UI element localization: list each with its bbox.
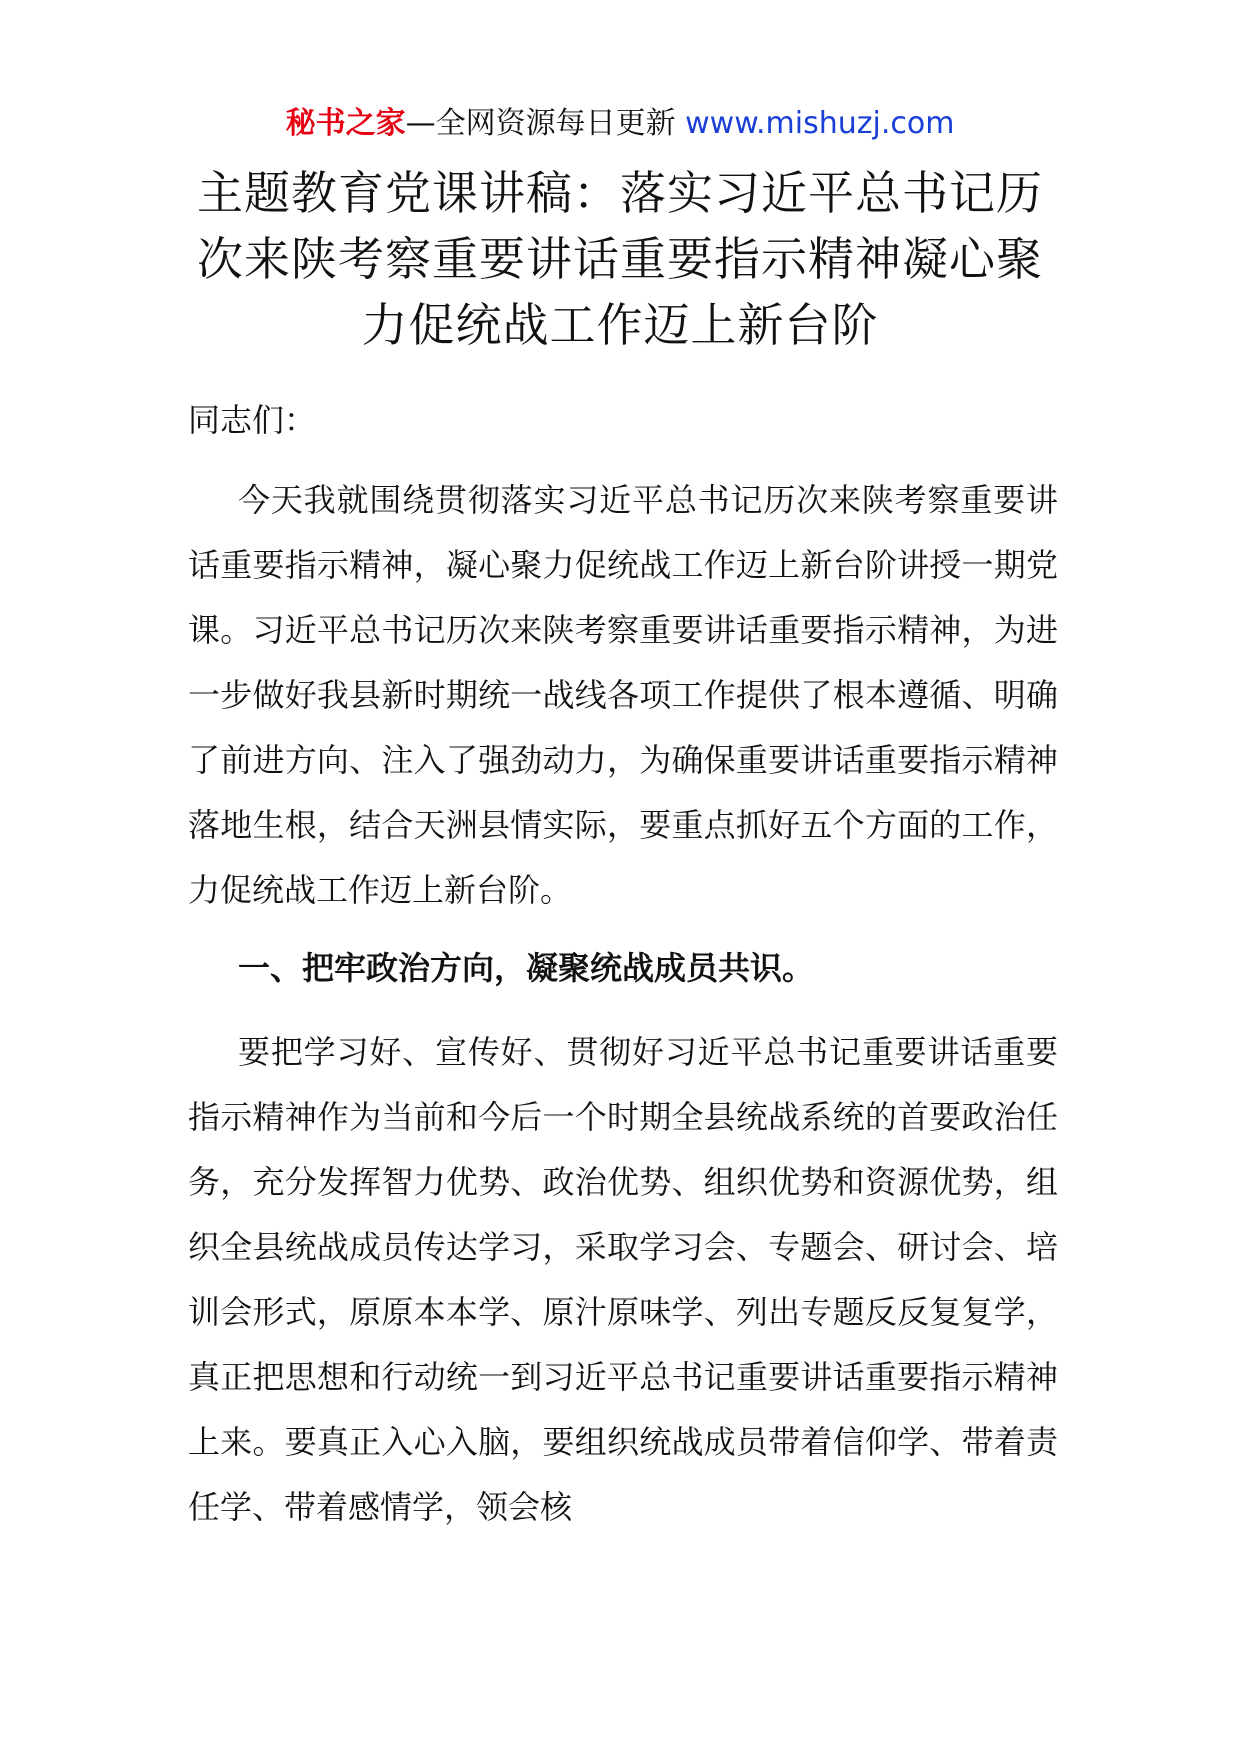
banner-brand: 秘书之家 <box>285 106 406 141</box>
site-banner <box>0 102 1240 146</box>
body-paragraph: 今天我就围绕贯彻落实习近平总书记历次来陕考察重要讲话重要指示精神，凝心聚力促统战工作迈上新台阶讲授一期党课。习近平总书记历次来陕考察重要讲话重要指示精神，为进一步做好我县新时期统一战线各项工作提供了根本遵循、明确了前进方向、注入了强劲动力，为确保重要讲话重要指示精神落地生根，结合天洲县情实际，要重点抓好五个方面的工作，力促统战工作迈上新台阶。 <box>188 481 1058 909</box>
title-line: 次来陕考察重要讲话重要指示精神凝心聚 <box>197 232 1043 286</box>
section-heading: 一、把牢政治方向，凝聚统战成员共识。 <box>238 949 815 987</box>
title-line: 主题教育党课讲稿：落实习近平总书记历 <box>197 166 1043 220</box>
banner-url-link[interactable]: www.mishuzj.com <box>685 106 955 141</box>
body-paragraph: 要把学习好、宣传好、贯彻好习近平总书记重要讲话重要指示精神作为当前和今后一个时期全县统战系统的首要政治任务，充分发挥智力优势、政治优势、组织优势和资源优势，组织全县统战成员传达学习，采取学习会、专题会、研讨会、培训会形式，原原本本学、原汁原味学、列出专题反反复复学，真正把思想和行动统一到习近平总书记重要讲话重要指示精神上来。要真正入心入脑，要组织统战成员带着信仰学、带着责任学、带着感情学，领会核 <box>188 1033 1058 1526</box>
salutation: 同志们： <box>188 401 317 439</box>
banner-slogan: —全网资源每日更新 <box>405 106 686 141</box>
document-title <box>180 160 1060 358</box>
title-line: 力促统战工作迈上新台阶 <box>361 298 879 352</box>
